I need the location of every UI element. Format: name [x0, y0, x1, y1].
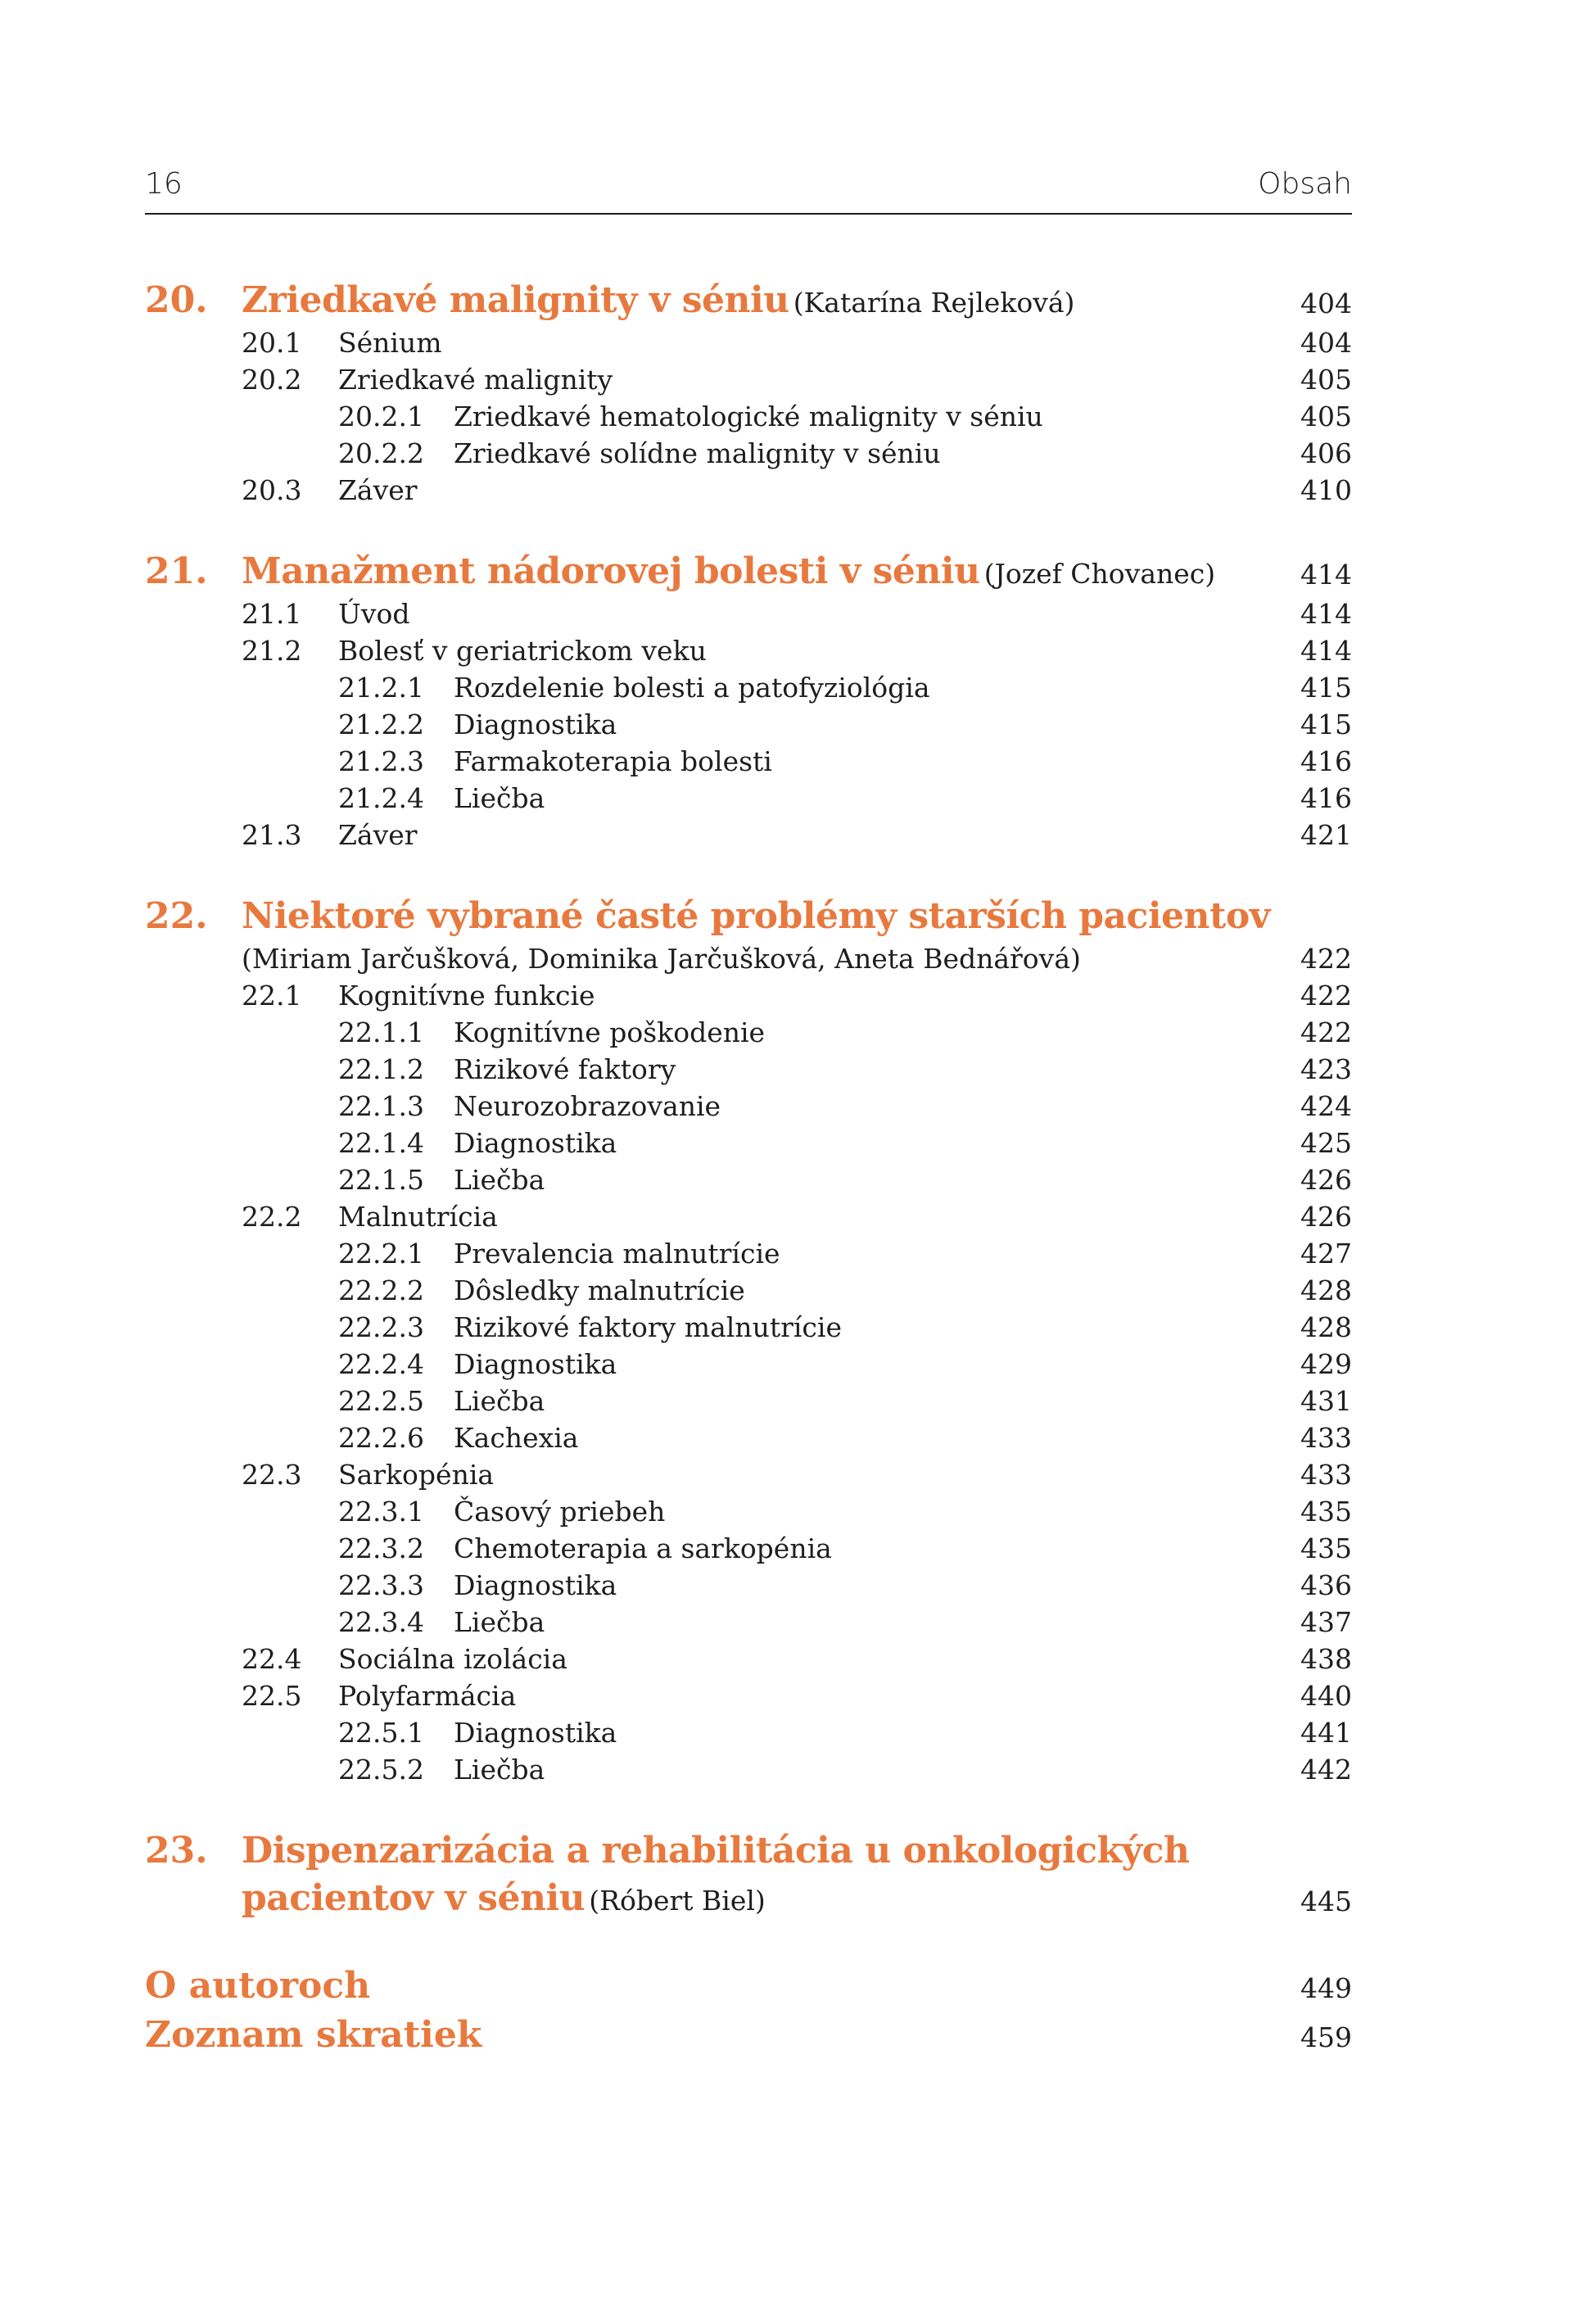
- section-title: Dôsledky malnutrície: [454, 1274, 745, 1306]
- section-page: 440: [1300, 1680, 1352, 1712]
- section-title: Liečba: [454, 782, 545, 814]
- section-number: 22.2.6: [338, 1422, 424, 1454]
- section-number: 22.2.1: [338, 1238, 424, 1270]
- chapter-number: 23.: [145, 1830, 208, 1872]
- section-page: 405: [1300, 401, 1352, 432]
- section-page: 435: [1300, 1532, 1352, 1564]
- section-page: 410: [1300, 474, 1352, 506]
- toc-entry: [145, 398, 1352, 435]
- section-number: 21.2: [242, 635, 302, 667]
- section-number: 22.3: [242, 1459, 302, 1491]
- back-matter-entry: [145, 1962, 1352, 2011]
- toc-entry: [145, 472, 1352, 509]
- section-number: 22.2.2: [338, 1274, 424, 1306]
- section-title: Záver: [338, 819, 418, 851]
- section-page: 422: [1300, 980, 1352, 1012]
- back-matter-entry: [145, 2011, 1352, 2060]
- section-number: 21.3: [242, 819, 302, 851]
- section-title: Rozdelenie bolesti a patofyziológia: [454, 672, 930, 704]
- section-page: 421: [1300, 819, 1352, 851]
- chapter-heading: [145, 893, 1352, 940]
- section-number: 21.1: [242, 598, 302, 630]
- section-number: 21.2.4: [338, 782, 424, 814]
- toc-entry: [145, 1309, 1352, 1346]
- section-number: 21.2.1: [338, 672, 424, 704]
- section-number: 22.5.2: [338, 1754, 424, 1786]
- section-page: 426: [1300, 1201, 1352, 1233]
- section-number: 22.1.2: [338, 1053, 424, 1085]
- section-number: 21.2.2: [338, 708, 424, 740]
- section-page: 435: [1300, 1496, 1352, 1528]
- chapter-heading: [145, 1827, 1352, 1875]
- toc-entry: [145, 743, 1352, 780]
- toc-entry: [145, 1088, 1352, 1125]
- section-page: 428: [1300, 1311, 1352, 1343]
- section-title: Liečba: [454, 1164, 545, 1196]
- section-title: Zriedkavé malignity: [338, 364, 613, 396]
- chapter-entry: [145, 277, 1352, 509]
- chapter-page: 445: [1300, 1885, 1352, 1917]
- toc-entry: [145, 1641, 1352, 1677]
- section-number: 22.2.5: [338, 1385, 424, 1417]
- section-page: 433: [1300, 1459, 1352, 1491]
- section-number: 20.1: [242, 327, 302, 359]
- section-page: 406: [1300, 437, 1352, 469]
- toc-entry: [145, 817, 1352, 853]
- chapter-title-line: [242, 1875, 766, 1930]
- section-title: Úvod: [338, 598, 410, 630]
- section-page: 405: [1300, 364, 1352, 396]
- toc-entry: [145, 1714, 1352, 1751]
- chapter-page: 422: [1300, 943, 1352, 975]
- section-title: Chemoterapia a sarkopénia: [454, 1532, 832, 1564]
- section-page: 437: [1300, 1606, 1352, 1638]
- section-number: 21.2.3: [338, 745, 424, 777]
- section-number: 22.3.2: [338, 1532, 424, 1564]
- toc-entry: [145, 595, 1352, 632]
- section-page: 414: [1300, 598, 1352, 630]
- chapter-entry: [145, 1827, 1352, 1922]
- chapter-title: Dispenzarizácia a rehabilitácia u onkologických: [242, 1830, 1190, 1872]
- section-page: 433: [1300, 1422, 1352, 1454]
- section-title: Liečba: [454, 1754, 545, 1786]
- toc-entry: [145, 1014, 1352, 1051]
- section-title: Malnutrícia: [338, 1201, 498, 1233]
- chapter-number: 21.: [145, 550, 208, 592]
- chapter-title: Niektoré vybrané časté problémy starších pacientov: [242, 895, 1270, 937]
- toc-entry: [145, 1125, 1352, 1161]
- section-page: 441: [1300, 1717, 1352, 1749]
- section-title: Liečba: [454, 1385, 545, 1417]
- section-page: 431: [1300, 1385, 1352, 1417]
- toc-entry: [145, 1161, 1352, 1198]
- toc-entry: [145, 1346, 1352, 1383]
- section-number: 22.1.1: [338, 1016, 424, 1048]
- section-title: Záver: [338, 474, 418, 506]
- section-page: 428: [1300, 1274, 1352, 1306]
- section-title: Diagnostika: [454, 708, 617, 740]
- chapter-title: Zriedkavé malignity v séniu: [242, 279, 789, 321]
- section-page: 416: [1300, 782, 1352, 814]
- back-matter-page: 449: [1300, 1972, 1352, 2004]
- section-page: 415: [1300, 708, 1352, 740]
- chapter-title: pacientov v séniu: [242, 1877, 586, 1919]
- back-matter-title: Zoznam skratiek: [145, 2014, 482, 2056]
- table-of-contents: [145, 277, 1352, 2060]
- back-matter-page: 459: [1300, 2021, 1352, 2053]
- chapter-entry: [145, 548, 1352, 853]
- chapter-author: (Róbert Biel): [589, 1885, 766, 1917]
- section-page: 429: [1300, 1348, 1352, 1380]
- toc-entry: [145, 1493, 1352, 1530]
- section-title: Diagnostika: [454, 1569, 617, 1601]
- chapter-title-line: [242, 277, 1074, 332]
- toc-entry: [145, 1272, 1352, 1309]
- chapter-title-line: [242, 893, 1270, 948]
- section-number: 20.2.1: [338, 401, 424, 432]
- section-number: 22.3.3: [338, 1569, 424, 1601]
- section-title: Farmakoterapia bolesti: [454, 745, 772, 777]
- chapter-heading: [145, 1875, 1352, 1922]
- section-page: 442: [1300, 1754, 1352, 1786]
- chapter-title-line: [242, 1827, 1189, 1882]
- section-page: 414: [1300, 635, 1352, 667]
- section-page: 426: [1300, 1164, 1352, 1196]
- section-title: Diagnostika: [454, 1717, 617, 1749]
- section-number: 20.2.2: [338, 437, 424, 469]
- section-title: Prevalencia malnutrície: [454, 1238, 780, 1270]
- toc-entry: [145, 1383, 1352, 1419]
- section-title: Rizikové faktory: [454, 1053, 676, 1085]
- section-number: 22.2.3: [338, 1311, 424, 1343]
- section-title: Neurozobrazovanie: [454, 1090, 721, 1122]
- section-number: 22.1.3: [338, 1090, 424, 1122]
- section-title: Kachexia: [454, 1422, 579, 1454]
- chapter-author-row: [145, 940, 1352, 977]
- toc-entry: [145, 1456, 1352, 1493]
- section-number: 22.4: [242, 1643, 302, 1675]
- section-page: 415: [1300, 672, 1352, 704]
- section-title: Diagnostika: [454, 1348, 617, 1380]
- toc-entry: [145, 1751, 1352, 1788]
- chapter-title-line: [242, 548, 1215, 603]
- toc-entry: [145, 1604, 1352, 1641]
- section-title: Zriedkavé solídne malignity v séniu: [454, 437, 941, 469]
- section-number: 22.1: [242, 980, 302, 1012]
- section-title: Zriedkavé hematologické malignity v séniu: [454, 401, 1043, 432]
- section-page: 436: [1300, 1569, 1352, 1601]
- toc-entry: [145, 1235, 1352, 1272]
- section-number: 22.3.1: [338, 1496, 424, 1528]
- section-page: 424: [1300, 1090, 1352, 1122]
- section-number: 20.2: [242, 364, 302, 396]
- section-title: Časový priebeh: [454, 1496, 666, 1528]
- section-number: 22.5.1: [338, 1717, 424, 1749]
- section-title: Sénium: [338, 327, 442, 359]
- section-title: Rizikové faktory malnutrície: [454, 1311, 842, 1343]
- toc-entry: [145, 324, 1352, 361]
- toc-entry: [145, 1419, 1352, 1456]
- chapter-number: 22.: [145, 895, 208, 937]
- section-title: Liečba: [454, 1606, 545, 1638]
- chapter-author: (Jozef Chovanec): [983, 558, 1216, 590]
- toc-entry: [145, 632, 1352, 669]
- section-number: 22.1.5: [338, 1164, 424, 1196]
- section-title: Polyfarmácia: [338, 1680, 517, 1712]
- section-page: 427: [1300, 1238, 1352, 1270]
- section-page: 423: [1300, 1053, 1352, 1085]
- toc-entry: [145, 1677, 1352, 1714]
- section-number: 22.2.4: [338, 1348, 424, 1380]
- toc-entry: [145, 706, 1352, 743]
- toc-entry: [145, 977, 1352, 1014]
- section-number: 22.3.4: [338, 1606, 424, 1638]
- section-number: 22.5: [242, 1680, 302, 1712]
- page-number: 16: [145, 167, 183, 201]
- section-number: 22.2: [242, 1201, 302, 1233]
- section-title: Sociálna izolácia: [338, 1643, 567, 1675]
- chapter-entry: [145, 893, 1352, 1788]
- toc-entry: [145, 435, 1352, 472]
- section-page: 425: [1300, 1127, 1352, 1159]
- chapter-page: 414: [1300, 559, 1352, 591]
- toc-entry: [145, 1198, 1352, 1235]
- toc-entry: [145, 1567, 1352, 1604]
- running-title: Obsah: [1258, 167, 1352, 201]
- back-matter: [145, 1962, 1352, 2060]
- back-matter-title: O autoroch: [145, 1965, 371, 2007]
- section-number: 20.3: [242, 474, 302, 506]
- toc-entry: [145, 1530, 1352, 1567]
- section-number: 22.1.4: [338, 1127, 424, 1159]
- section-title: Sarkopénia: [338, 1459, 495, 1491]
- section-title: Kognitívne funkcie: [338, 980, 595, 1012]
- section-title: Diagnostika: [454, 1127, 617, 1159]
- section-page: 416: [1300, 745, 1352, 777]
- chapter-author: (Katarína Rejleková): [793, 287, 1075, 319]
- section-page: 438: [1300, 1643, 1352, 1675]
- toc-entry: [145, 1051, 1352, 1088]
- section-page: 404: [1300, 327, 1352, 359]
- chapter-title: Manažment nádorovej bolesti v séniu: [242, 550, 980, 592]
- toc-entry: [145, 361, 1352, 398]
- chapter-page: 404: [1300, 287, 1352, 319]
- toc-entry: [145, 669, 1352, 706]
- section-page: 422: [1300, 1016, 1352, 1048]
- toc-entry: [145, 780, 1352, 817]
- running-header: [145, 164, 1352, 215]
- chapter-heading: [145, 548, 1352, 595]
- section-title: Bolesť v geriatrickom veku: [338, 635, 707, 667]
- chapter-number: 20.: [145, 279, 208, 321]
- section-title: Kognitívne poškodenie: [454, 1016, 766, 1048]
- chapter-heading: [145, 277, 1352, 324]
- chapter-author: (Miriam Jarčušková, Dominika Jarčušková, Aneta Bednářová): [242, 943, 1081, 975]
